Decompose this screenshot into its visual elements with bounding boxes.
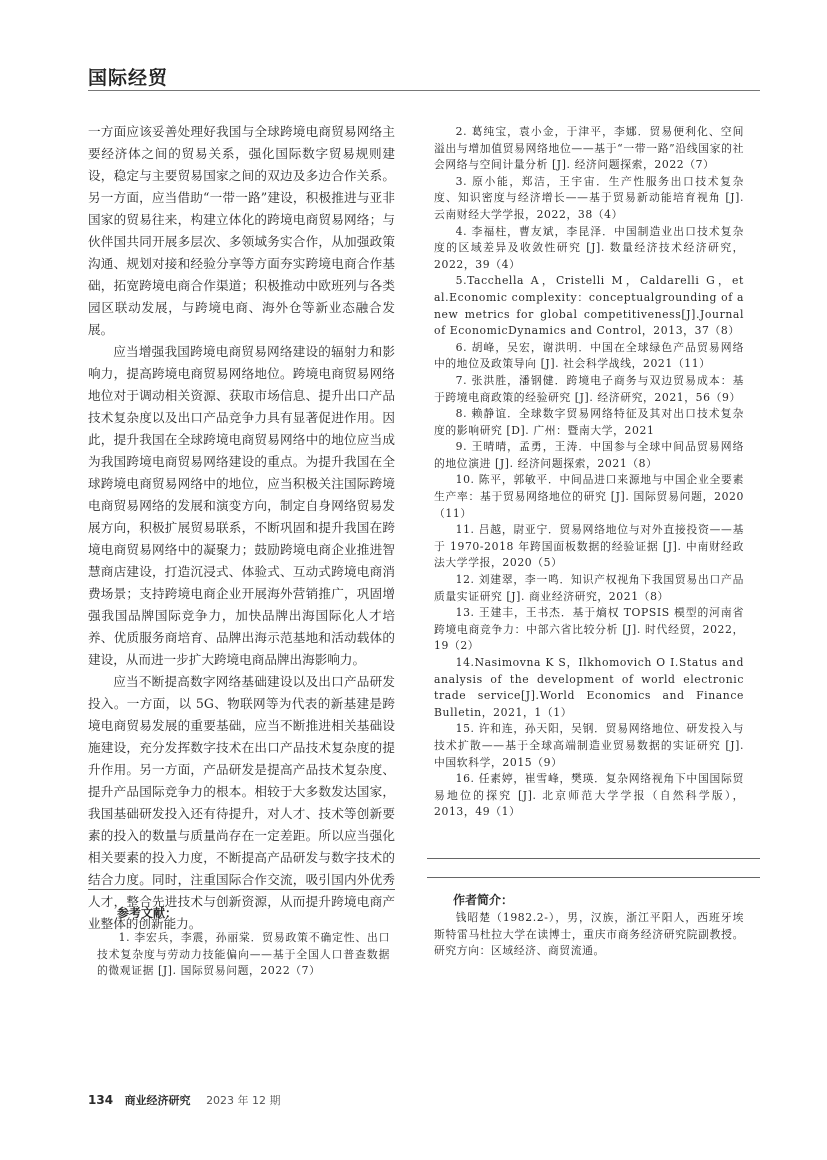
author-title: 作者简介： xyxy=(453,893,514,907)
reference-item: 16. 任素婷，崔雪峰，樊瑛．复杂网络视角下中国国际贸易地位的探究 [J]. 北京师范大学学报（自然科学版），2013，49（1） xyxy=(434,772,744,819)
reference-item: 6. 胡峰，吴宏，谢洪明．中国在全球绿色产品贸易网络中的地位及政策导向 [J]. 社会科学战线，2021（11） xyxy=(434,340,744,371)
reference-item: 4. 李福柱，曹友斌，李昆泽．中国制造业出口技术复杂度的区域差异及收敛性研究 [J]. 数量经济技术经济研究，2022，39（4） xyxy=(434,224,744,271)
reference-item: 10. 陈平，郭敏平．中间品进口来源地与中国企业全要素生产率：基于贸易网络地位的研究 [J]. 国际贸易问题，2020（11） xyxy=(434,473,744,520)
author-box-rule xyxy=(427,877,760,878)
reference-item: 9. 王晴晴，孟勇，王涛．中国参与全球中间品贸易网络的地位演进 [J]. 经济问题探索，2021（8） xyxy=(434,440,744,470)
reference-item: 5.Tacchella A，Cristelli M，Caldarelli G，et al.Economic complexity：conceptualgrounding of a new metrics for global competitiveness[J].Journal of EconomicDynamics and Control，2013，37（8） xyxy=(434,274,744,338)
references-list-right xyxy=(434,124,744,821)
body-paragraph: 一方面应该妥善处理好我国与全球跨境电商贸易网络主要经济体之间的贸易关系，强化国际数字贸易规则建设，稳定与主要贸易国家之间的双边及多边合作关系。另一方面，应当借助“一带一路”建设，积极推进与亚非国家的贸易往来，构建立体化的跨境电商贸易网络；与伙伴国共同开展多层次、多领域务实合作，从加强政策沟通、规划对接和经验分享等方面夯实跨境电商合作基础，拓宽跨境电商合作渠道；积极推动中欧班列与各类园区联动发展，与跨境电商、海外仓等新业态融合发展。 xyxy=(88,124,395,337)
author-bio: 钱昭楚（1982.2-），男，汉族，浙江平阳人，西班牙埃斯特雷马杜拉大学在读博士，重庆市商务经济研究院副教授。研究方向：区域经济、商贸流通。 xyxy=(434,911,744,958)
body-paragraph: 应当不断提高数字网络基础建设以及出口产品研发投入。一方面，以 5G、物联网等为代表的新基建是跨境电商贸易发展的重要基础，应当不断推进相关基础设施建设，充分发挥数字技术在出口产品技术复杂度的提升作用。另一方面，产品研发是提高产品技术复杂度、提升产品国际竞争力的根本。相较于大多数发达国家，我国基础研发投入还有待提升，对人才、技术等创新要素的投入的数量与质量尚存在一定差距。所以应当强化相关要素的投入力度，不断提高产品研发与数字技术的结合力度。同时，注重国际合作交流，吸引国内外优秀人才，整合先进技术与创新资源，从而提升跨境电商产业整体的创新能力。 xyxy=(88,674,395,931)
reference-item: 15. 许和连，孙天阳，吴钢．贸易网络地位、研发投入与技术扩散——基于全球高端制造业贸易数据的实证研究 [J]. 中国软科学，2015（9） xyxy=(434,722,744,769)
page-footer xyxy=(88,1092,281,1108)
references-list-left xyxy=(97,930,390,980)
page-number: 134 xyxy=(88,1093,114,1107)
reference-item: 8. 赖静谊．全球数字贸易网络特征及其对出口技术复杂度的影响研究 [D]. 广州：暨南大学，2021 xyxy=(434,407,744,437)
reference-item: 1. 李宏兵，李震，孙丽棠．贸易政策不确定性、出口技术复杂度与劳动力技能偏向——基于全国人口普查数据的微观证据 [J]. 国际贸易问题，2022（7） xyxy=(97,931,390,978)
author-bio-box xyxy=(434,910,744,960)
reference-item: 14.Nasimovna K S，Ilkhomovich O I.Status and analysis of the development of world electronic trade service[J].World Economics and Finance Bulletin，2021，1（1） xyxy=(434,656,744,719)
journal-name: 商业经济研究 xyxy=(124,1094,191,1107)
header-rule xyxy=(88,90,760,91)
author-box-top-rule xyxy=(427,858,760,859)
reference-item: 11. 吕越，尉亚宁．贸易网络地位与对外直接投资——基于 1970-2018 年跨国面板数据的经验证据 [J]. 中南财经政法大学学报，2020（5） xyxy=(434,523,744,570)
reference-item: 12. 刘建翠，李一鸣．知识产权视角下我国贸易出口产品质量实证研究 [J]. 商业经济研究，2021（8） xyxy=(434,573,744,603)
reference-item: 3. 原小能，郑洁，王宇宙．生产性服务出口技术复杂度、知识密度与经济增长——基于贸易新动能培育视角 [J]. 云南财经大学学报，2022，38（4） xyxy=(434,174,744,221)
body-paragraph: 应当增强我国跨境电商贸易网络建设的辐射力和影响力，提高跨境电商贸易网络地位。跨境电商贸易网络地位对于调动相关资源、获取市场信息、提升出口产品技术复杂度以及出口产品竞争力具有显著促进作用。因此，提升我国在全球跨境电商贸易网络中的地位应当成为我国跨境电商贸易网络建设的重点。为提升我国在全球跨境电商贸易网络中的地位，应当积极关注国际跨境电商贸易网络的发展和演变方向，制定自身网络贸易发展方向，积极扩展贸易联系，不断巩固和提升我国在跨境电商贸易网络中的凝聚力；鼓励跨境电商企业推进智慧商店建设，打造沉浸式、体验式、互动式跨境电商消费场景；支持跨境电商企业开展海外营销推广，巩固增强我国品牌国际竞争力，加快品牌出海国际化人才培养、优质服务商培育、品牌出海示范基地和活动载体的建设，从而进一步扩大跨境电商品牌出海影响力。 xyxy=(88,344,395,667)
references-title: 参考文献： xyxy=(117,906,178,920)
references-divider xyxy=(88,889,395,890)
issue-label: 2023 年 12 期 xyxy=(206,1094,281,1107)
section-title: 国际经贸 xyxy=(88,67,169,89)
reference-item: 2. 葛纯宝，袁小金，于津平，李娜．贸易便利化、空间溢出与增加值贸易网络地位——基于“一带一路”沿线国家的社会网络与空间计量分析 [J]. 经济问题探索，2022（7） xyxy=(434,125,744,172)
body-text xyxy=(88,121,395,935)
reference-item: 13. 王建丰，王书杰．基于熵权 TOPSIS 模型的河南省跨境电商竞争力：中部六省比较分析 [J]. 时代经贸，2022，19（2） xyxy=(434,606,744,653)
reference-item: 7. 张洪胜，潘钢健．跨境电子商务与双边贸易成本：基于跨境电商政策的经验研究 [J]. 经济研究，2021，56（9） xyxy=(434,373,744,404)
